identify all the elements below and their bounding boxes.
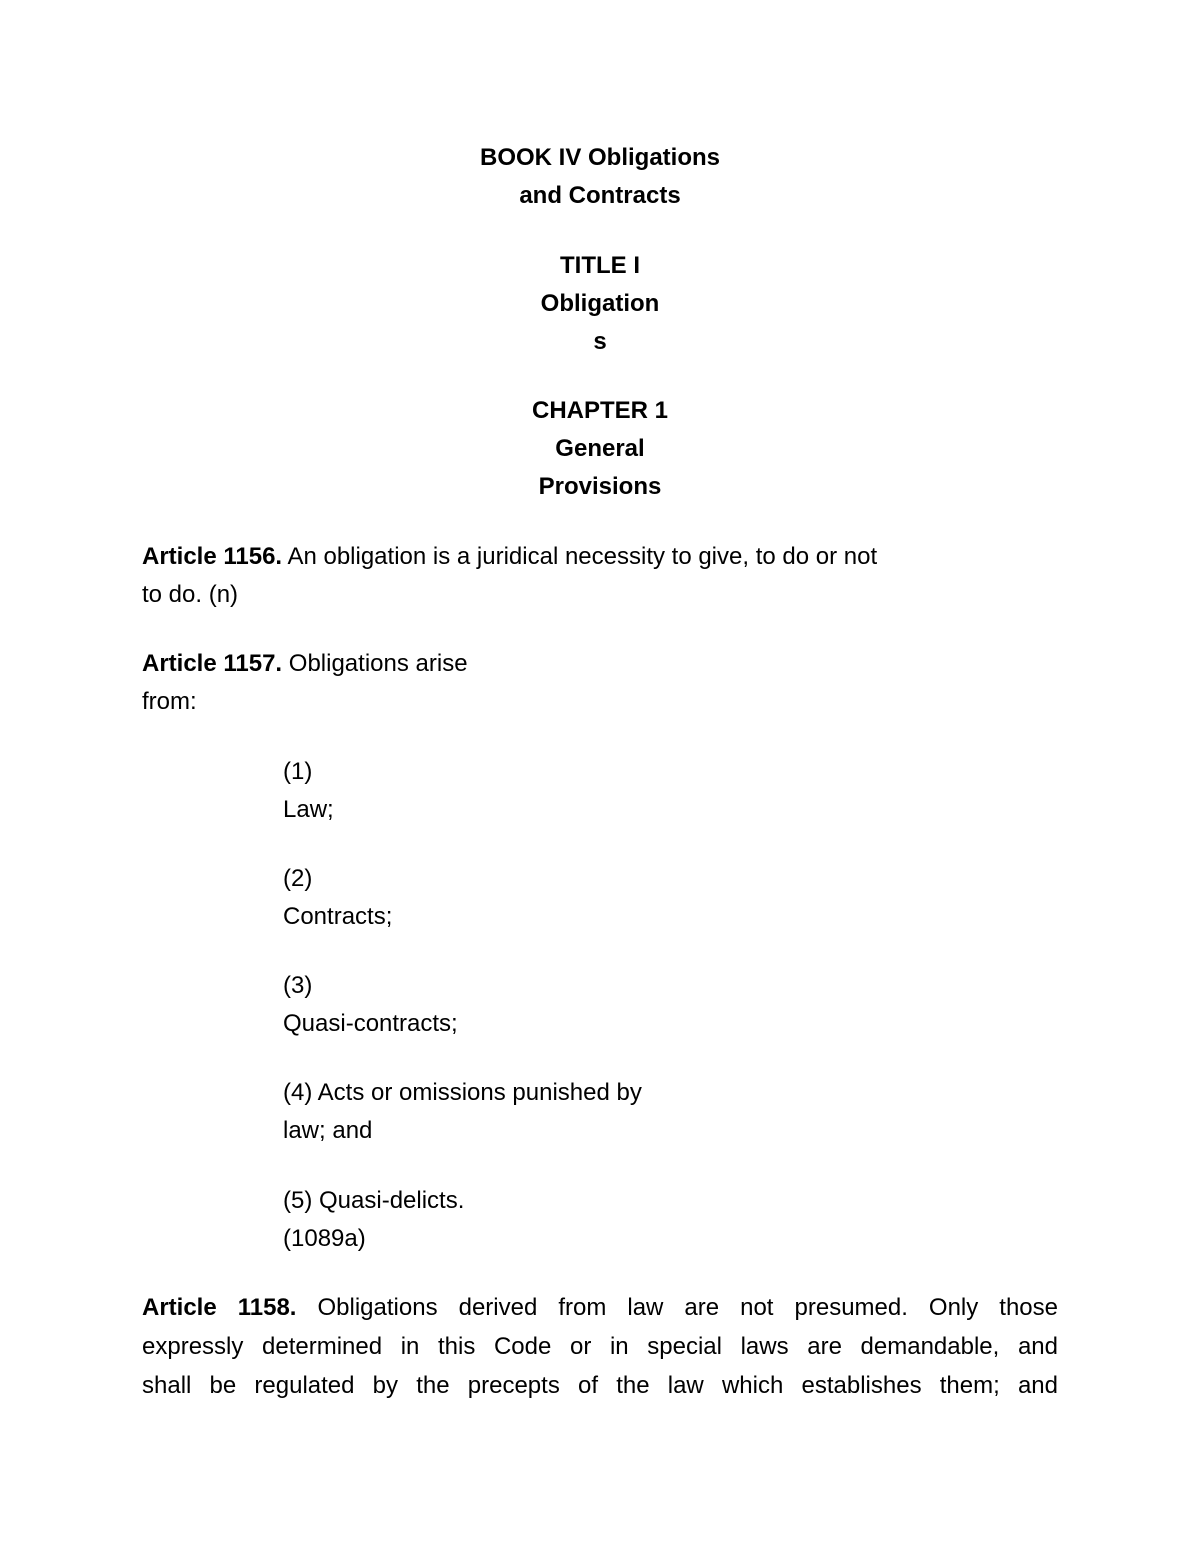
article-1158-line-2: expressly determined in this Code or in special laws are demandable, and (142, 1333, 1058, 1360)
list-item-line-1: (5) Quasi-delicts. (283, 1187, 465, 1214)
list-item-number: (1) (283, 758, 313, 785)
article-1157 (142, 645, 468, 721)
list-item-text: Law; (283, 796, 334, 823)
list-item-text: Quasi-contracts; (283, 1010, 458, 1037)
article-1156-line-2: to do. (n) (142, 581, 239, 608)
list-item (283, 860, 392, 936)
list-item-line-2: (1089a) (283, 1225, 366, 1252)
title-heading-line-3: s (593, 328, 607, 355)
book-heading-line-1: BOOK IV Obligations (479, 144, 720, 171)
article-1157-line-2: from: (142, 688, 197, 715)
list-item (283, 753, 334, 829)
article-1156-label: Article 1156. (142, 543, 283, 570)
title-heading (0, 247, 1200, 361)
chapter-heading (0, 392, 1200, 506)
list-item-number: (2) (283, 865, 313, 892)
title-heading-line-2: Obligation (540, 290, 660, 317)
book-heading-line-2: and Contracts (519, 182, 681, 209)
article-1157-text: Obligations arise (282, 650, 468, 677)
article-1157-line-1 (142, 645, 468, 683)
list-item-line-1: (4) Acts or omissions punished by (283, 1079, 642, 1106)
article-1156-text: An obligation is a juridical necessity to give, to do or not (282, 543, 878, 570)
list-item-line-2: law; and (283, 1117, 373, 1144)
list-item (283, 1182, 464, 1258)
list-item-number: (3) (283, 972, 313, 999)
article-1158 (142, 1289, 1058, 1406)
book-heading (0, 139, 1200, 215)
article-1158-line-1 (142, 1289, 1058, 1328)
chapter-heading-line-1: CHAPTER 1 (531, 397, 669, 424)
title-heading-line-1: TITLE I (560, 252, 640, 279)
list-item (283, 967, 458, 1043)
article-1156-line-1 (142, 538, 877, 576)
chapter-heading-line-3: Provisions (538, 473, 662, 500)
article-1158-text: Obligations derived from law are not presumed. Only those (317, 1294, 1058, 1321)
article-1157-label: Article 1157. (142, 650, 283, 677)
chapter-heading-line-2: General (555, 435, 645, 462)
article-1158-line-3: shall be regulated by the precepts of the law which establishes them; and (142, 1372, 1058, 1399)
list-item (283, 1074, 642, 1150)
article-1156 (142, 538, 877, 614)
list-item-text: Contracts; (283, 903, 393, 930)
article-1158-label: Article 1158. (142, 1294, 297, 1321)
